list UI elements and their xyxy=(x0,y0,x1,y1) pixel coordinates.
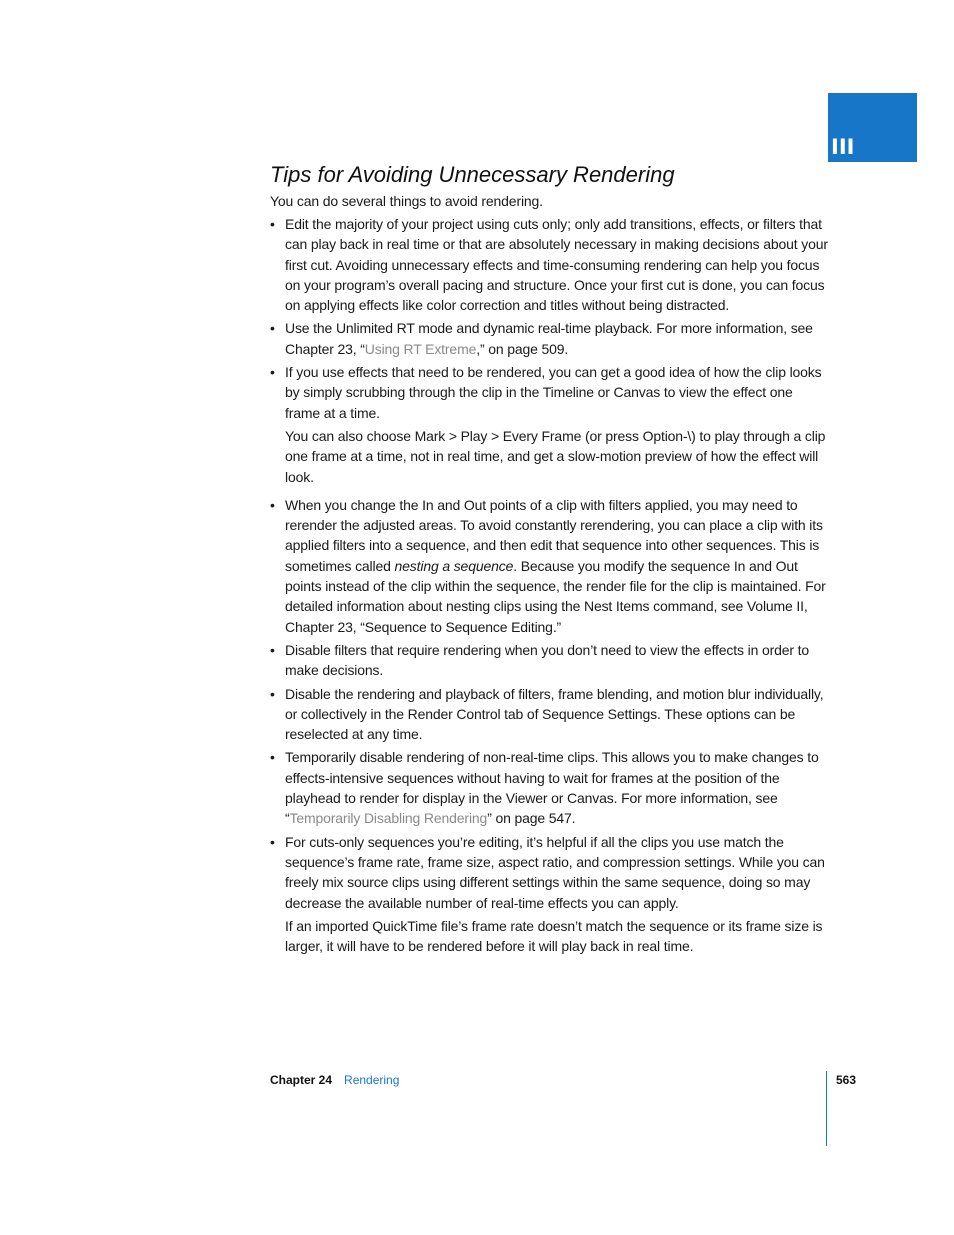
tip-text: Disable the rendering and playback of filters, frame blending, and motion blur individually, or collectively in the Render Control tab of Sequence Settings. These options can be reselected at any time. xyxy=(285,685,824,743)
tip-text: If you use effects that need to be rendered, you can get a good idea of how the clip looks by simply scrubbing through the clip in the Timeline or Canvas to view the effect one frame at a time. xyxy=(285,364,822,421)
tip-text xyxy=(285,495,830,637)
tip-text-before: Use the Unlimited RT mode and dynamic real-time playback. For more information, see Chapter 23, “ xyxy=(285,320,813,357)
tip-text-after: ” on page 547. xyxy=(487,810,576,827)
list-item xyxy=(270,747,830,828)
tip-text: Edit the majority of your project using cuts only; only add transitions, effects, or filters that can play back in real time or that are absolutely necessary in making decisions about your first cut. Avoiding unnecessary effects and time-consuming rendering can help you focus on your program’s overall pacing and structure. Once your first cut is done, you can focus on applying effects like color correction and titles without being distracted. xyxy=(285,216,828,314)
page-footer xyxy=(270,1071,399,1089)
tips-list xyxy=(270,214,830,956)
tip-text xyxy=(285,318,830,359)
footer-chapter-link[interactable]: Rendering xyxy=(344,1073,400,1087)
section-title: Tips for Avoiding Unnecessary Rendering xyxy=(270,162,675,187)
bullet: • xyxy=(270,685,275,702)
tip-text-after: ,” on page 509. xyxy=(476,340,569,357)
list-item xyxy=(270,362,830,487)
list-item xyxy=(270,495,830,637)
page-content xyxy=(270,160,830,959)
list-item xyxy=(270,684,830,745)
link-temporarily-disabling-rendering[interactable]: Temporarily Disabling Rendering xyxy=(289,810,488,827)
bullet: • xyxy=(270,364,275,381)
bullet: • xyxy=(270,496,275,513)
part-marker-tab xyxy=(828,93,917,162)
bullet: • xyxy=(270,833,275,850)
part-marker-label: III xyxy=(831,135,855,159)
footer-chapter-label: Chapter 24 xyxy=(270,1073,333,1087)
bullet: • xyxy=(270,641,275,658)
bullet: • xyxy=(270,216,275,232)
bullet: • xyxy=(270,320,275,337)
tip-followup: You can also choose Mark > Play > Every Frame (or press Option-\) to play through a clip one frame at a time, not in real time, and get a slow-motion preview of how the effect will look. xyxy=(285,427,826,485)
tip-text xyxy=(285,747,830,828)
page-number: 563 xyxy=(836,1073,857,1087)
tip-text-before: When you change the In and Out points of a clip with filters applied, you may need to rerender the adjusted areas. To avoid constantly rerendering, you can place a clip with its applied filters into a sequence, and then edit that sequence into other sequences. This is sometimes called xyxy=(285,496,823,574)
list-item xyxy=(270,640,830,681)
link-using-rt-extreme[interactable]: Using RT Extreme xyxy=(364,340,477,357)
tip-emphasis: nesting a sequence xyxy=(394,557,514,574)
list-item xyxy=(270,214,830,315)
tip-text-before: Temporarily disable rendering of non-real-time clips. This allows you to make changes to effects-intensive sequences without having to wait for frames at the position of the playhead to render for display in the Viewer or Canvas. For more information, see “ xyxy=(285,749,819,827)
list-item xyxy=(270,832,830,957)
list-item xyxy=(270,318,830,359)
tip-followup: If an imported QuickTime file’s frame rate doesn’t match the sequence or its frame size is larger, it will have to be rendered before it will play back in real time. xyxy=(285,917,823,955)
tip-text-after: . Because you modify the sequence In and Out points instead of the clip within the sequence, the render file for the clip is maintained. For detailed information about nesting clips using the Nest Items command, see Volume II, Chapter 23, “Sequence to Sequence Editing.” xyxy=(285,557,826,635)
section-intro: You can do several things to avoid rendering. xyxy=(270,193,543,209)
bullet: • xyxy=(270,749,275,766)
footer-divider xyxy=(826,1071,827,1146)
tip-text: For cuts-only sequences you’re editing, it’s helpful if all the clips you use match the sequence’s frame rate, frame size, aspect ratio, and compression settings. While you can freely mix source clips using different settings within the same sequence, doing so may decrease the available number of real-time effects you can apply. xyxy=(285,833,825,911)
tip-text: Disable filters that require rendering when you don’t need to view the effects in order to make decisions. xyxy=(285,641,809,679)
